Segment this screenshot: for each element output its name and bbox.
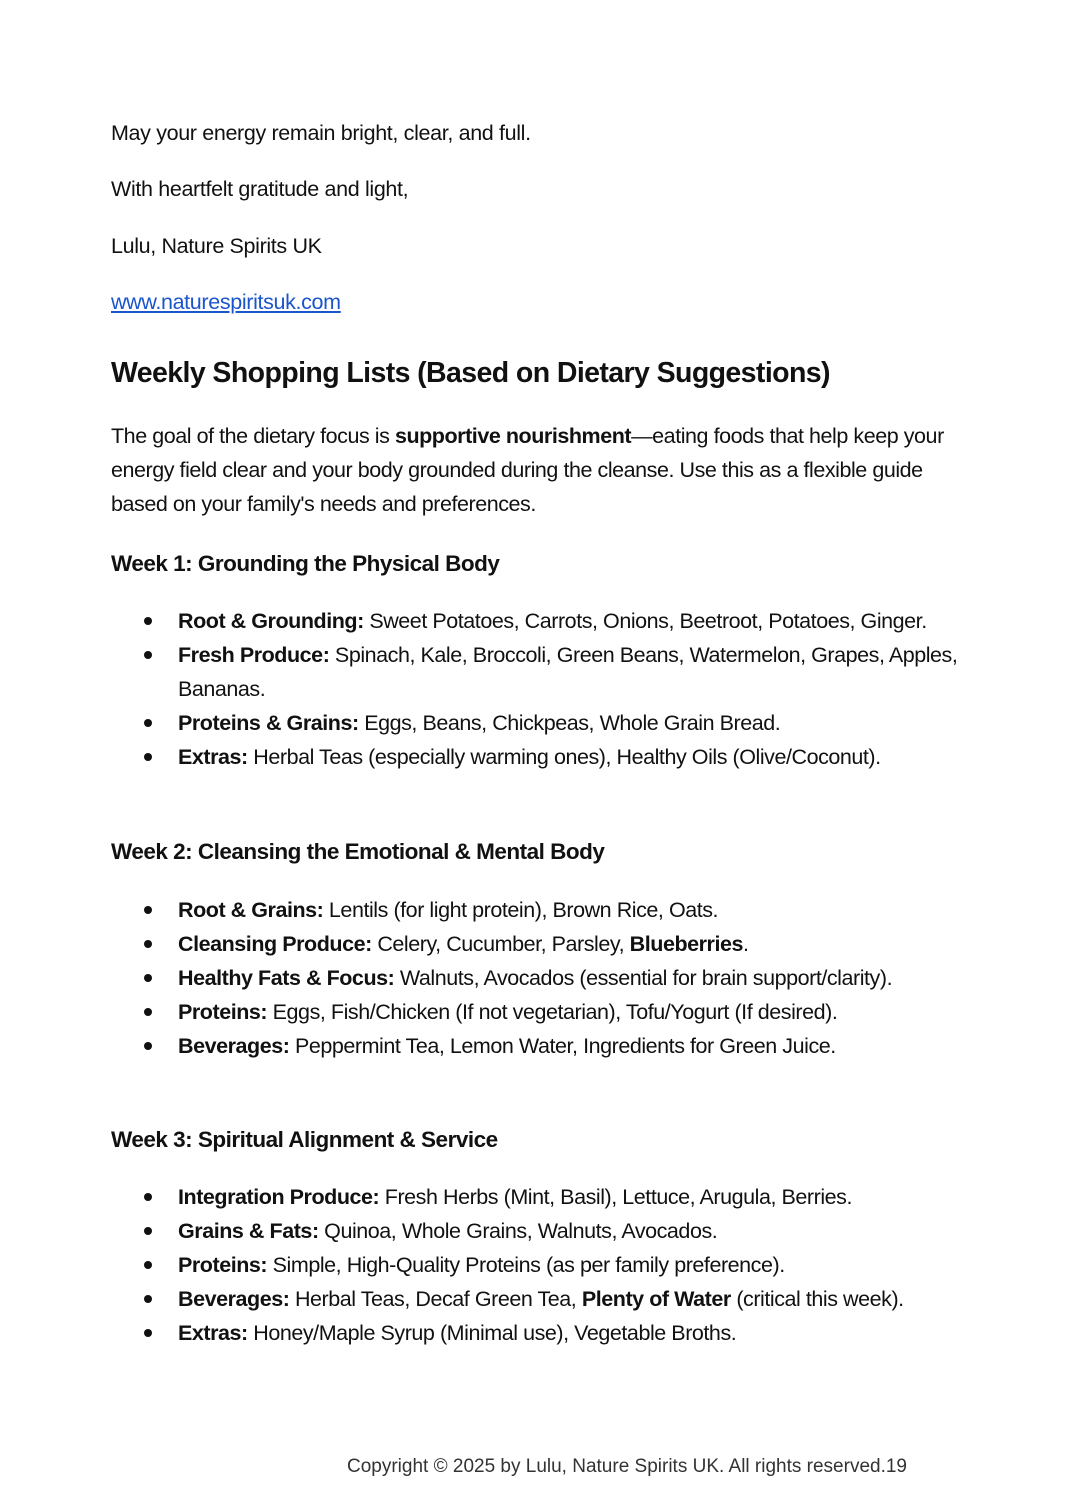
closing-line: May your energy remain bright, clear, and full.: [111, 121, 531, 145]
bullet-icon: [144, 1329, 152, 1337]
item-label: Extras:: [178, 1321, 248, 1345]
item-text: Peppermint Tea, Lemon Water, Ingredients for Green Juice.: [289, 1034, 836, 1058]
list-item: [111, 927, 961, 961]
item-label: Grains & Fats:: [178, 1219, 319, 1243]
intro-bold-phrase: supportive nourishment: [394, 424, 632, 448]
item-label: Root & Grains:: [178, 898, 324, 922]
list-item: [111, 706, 961, 740]
item-text: Sweet Potatoes, Carrots, Onions, Beetroot, Potatoes, Ginger.: [363, 609, 927, 633]
item-text: Herbal Teas, Decaf Green Tea,: [289, 1287, 582, 1311]
bullet-icon: [144, 753, 152, 761]
item-text: Eggs, Fish/Chicken (If not vegetarian), Tofu/Yogurt (If desired).: [267, 1000, 838, 1024]
item-text: Fresh Herbs (Mint, Basil), Lettuce, Arugula, Berries.: [379, 1185, 853, 1209]
list-item: [111, 995, 961, 1029]
bullet-icon: [144, 617, 152, 625]
item-label: Beverages:: [178, 1034, 290, 1058]
bullet-icon: [144, 719, 152, 727]
item-text: Lentils (for light protein), Brown Rice, Oats.: [323, 898, 719, 922]
item-label: Proteins:: [178, 1253, 268, 1277]
bullet-icon: [144, 1193, 152, 1201]
item-label: Proteins & Grains:: [178, 711, 359, 735]
item-label: Extras:: [178, 745, 248, 769]
list-item: [111, 1180, 961, 1214]
bullet-icon: [144, 974, 152, 982]
item-text: Celery, Cucumber, Parsley,: [371, 932, 630, 956]
item-text: Quinoa, Whole Grains, Walnuts, Avocados.: [318, 1219, 718, 1243]
bullet-icon: [144, 906, 152, 914]
bullet-icon: [144, 651, 152, 659]
list-item: [111, 961, 961, 995]
item-text: Eggs, Beans, Chickpeas, Whole Grain Bread.: [358, 711, 781, 735]
intro-text-end: —eating foods that help keep your energy field clear and your body grounded during the cleanse. Use this as a flexible guide based on your family's needs and preferences.: [111, 424, 944, 516]
section-heading: Weekly Shopping Lists (Based on Dietary Suggestions): [111, 357, 830, 389]
bullet-icon: [144, 1042, 152, 1050]
signature: Lulu, Nature Spirits UK: [111, 234, 322, 258]
intro-text-start: The goal of the dietary focus is: [111, 424, 395, 448]
bullet-icon: [144, 1227, 152, 1235]
item-label: Healthy Fats & Focus:: [178, 966, 395, 990]
item-bold-highlight: Blueberries: [629, 932, 744, 956]
copyright-text: Copyright © 2025 by Lulu, Nature Spirits UK. All rights reserved.: [347, 1456, 886, 1477]
bullet-icon: [144, 1295, 152, 1303]
bullet-icon: [144, 1261, 152, 1269]
list-item: [111, 638, 961, 706]
item-text-tail: (critical this week).: [730, 1287, 904, 1311]
list-item: [111, 740, 961, 774]
item-label: Integration Produce:: [178, 1185, 380, 1209]
bullet-icon: [144, 1008, 152, 1016]
item-label: Proteins:: [178, 1000, 268, 1024]
item-label: Root & Grounding:: [178, 609, 364, 633]
item-text: Honey/Maple Syrup (Minimal use), Vegetable Broths.: [247, 1321, 737, 1345]
page-footer: [347, 1456, 907, 1478]
week-1-list: [111, 604, 961, 774]
list-item: [111, 1316, 961, 1350]
week-1-heading: Week 1: Grounding the Physical Body: [111, 551, 500, 576]
item-text: Herbal Teas (especially warming ones), Healthy Oils (Olive/Coconut).: [247, 745, 881, 769]
list-item: [111, 604, 961, 638]
website-link[interactable]: www.naturespiritsuk.com: [111, 290, 341, 314]
item-label: Fresh Produce:: [178, 643, 330, 667]
list-item: [111, 893, 961, 927]
closing-salutation: With heartfelt gratitude and light,: [111, 177, 409, 201]
list-item: [111, 1282, 961, 1316]
item-text: Simple, High-Quality Proteins (as per family preference).: [267, 1253, 785, 1277]
list-item: [111, 1029, 961, 1063]
list-item: [111, 1248, 961, 1282]
week-3-heading: Week 3: Spiritual Alignment & Service: [111, 1127, 498, 1152]
page-number: 19: [885, 1456, 907, 1477]
item-label: Cleansing Produce:: [178, 932, 372, 956]
item-bold-highlight: Plenty of Water: [581, 1287, 731, 1311]
week-2-list: [111, 893, 961, 1063]
item-label: Beverages:: [178, 1287, 290, 1311]
list-item: [111, 1214, 961, 1248]
intro-paragraph: [111, 419, 961, 521]
week-3-list: [111, 1180, 961, 1350]
item-text: Walnuts, Avocados (essential for brain support/clarity).: [394, 966, 893, 990]
bullet-icon: [144, 940, 152, 948]
week-2-heading: Week 2: Cleansing the Emotional & Mental Body: [111, 839, 605, 864]
item-text: Spinach, Kale, Broccoli, Green Beans, Watermelon, Grapes, Apples, Bananas.: [178, 643, 958, 701]
item-text-tail: .: [743, 932, 749, 956]
